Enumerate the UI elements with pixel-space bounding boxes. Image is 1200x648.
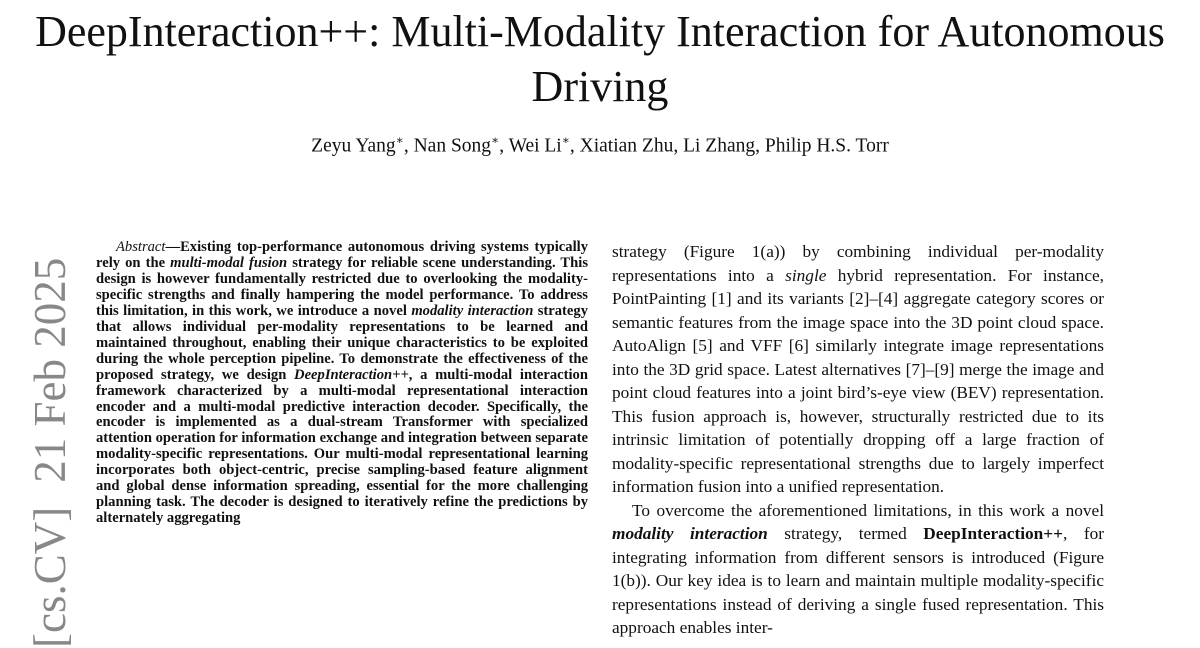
author-name: Li Zhang <box>683 135 756 157</box>
text-run: DeepInteraction++ <box>923 524 1063 543</box>
text-run: —Existing top-performance autonomous driving systems typically rely on the <box>96 239 588 271</box>
author-name: Zeyu Yang <box>311 135 396 157</box>
body-paragraph <box>612 499 1104 640</box>
text-run: DeepInteraction++ <box>294 366 409 383</box>
author-name: Nan Song <box>413 135 492 157</box>
paper-title: DeepInteraction++: Multi-Modality Interaction for Autonomous Driving <box>35 7 1165 111</box>
author-name: Philip H.S. Torr <box>764 135 889 157</box>
text-run: hybrid representation. For instance, PointPainting [1] and its variants [2]–[4] aggregate category scores or semantic features from the image space into the 3D point cloud space. AutoAlign [5] and VFF [6] similarly integrate image representations into the 3D grid space. Latest alternatives [7]–[9] merge the image and point cloud features into a joint bird’s-eye view (BEV) representation. This fusion approach is, however, structurally restricted due to its intrinsic limitation of potentially dropping off a large fraction of modality-specific representational strengths due to largely imperfect information fusion into a unified representation. <box>612 265 1104 496</box>
text-run: multi-modal fusion <box>170 254 288 271</box>
author-list: Zeyu Yang∗, Nan Song∗, Wei Li∗, Xiatian Zhu, Li Zhang, Philip H.S. Torr <box>311 133 889 157</box>
text-run: single <box>785 265 827 285</box>
equal-contribution-mark: ∗ <box>491 133 500 147</box>
body-column <box>612 240 1104 640</box>
arxiv-category: [cs.CV] <box>25 506 75 648</box>
arxiv-date: 21 Feb 2025 <box>25 257 75 483</box>
text-run: modality interaction <box>411 302 534 319</box>
abstract-body <box>96 239 588 526</box>
abstract <box>96 240 588 527</box>
text-run: strategy, termed <box>767 524 924 543</box>
equal-contribution-mark: ∗ <box>561 133 570 147</box>
text-run: , for integrating information from different sensors is introduced (Figure 1(b)). Our key idea is to learn and maintain multiple modality-specific representations instead of deriving a single fused representation. This approach enables inter- <box>612 524 1105 637</box>
author-name: Xiatian Zhu <box>579 135 674 157</box>
text-run: strategy that allows individual per-modality representations to be learned and maintained throughout, enabling their unique characteristics to be exploited during the whole perception pipeline. To demonstrate the effectiveness of the proposed strategy, we design <box>96 302 588 383</box>
body-paragraph <box>612 240 1104 499</box>
text-run: modality interaction <box>612 524 768 543</box>
arxiv-stamp <box>24 258 76 648</box>
text-run: , a multi-modal interaction framework characterized by a multi-modal representational interaction encoder and a multi-modal predictive interaction decoder. Specifically, the encoder is implemented as a dual-stream Transformer with specialized attention operation for information exchange and integration between separate modality-specific representations. Our multi-modal representational learning incorporates both object-centric, precise sampling-based feature alignment and global dense information spreading, essential for the more challenging planning task. The decoder is designed to iteratively refine the predictions by alternately aggregating <box>96 366 588 527</box>
abstract-label: Abstract <box>116 239 166 255</box>
text-run: strategy for reliable scene understanding. This design is however fundamentally restricted due to overlooking the modality-specific strengths and finally hampering the model performance. To address this limitation, in this work, we introduce a novel <box>96 254 588 319</box>
author-name: Wei Li <box>508 135 562 157</box>
equal-contribution-mark: ∗ <box>395 133 404 147</box>
text-run: strategy (Figure 1(a)) by combining individual per-modality representations into a <box>612 242 1104 285</box>
text-run: To overcome the aforementioned limitations, in this work a novel <box>632 500 1104 520</box>
